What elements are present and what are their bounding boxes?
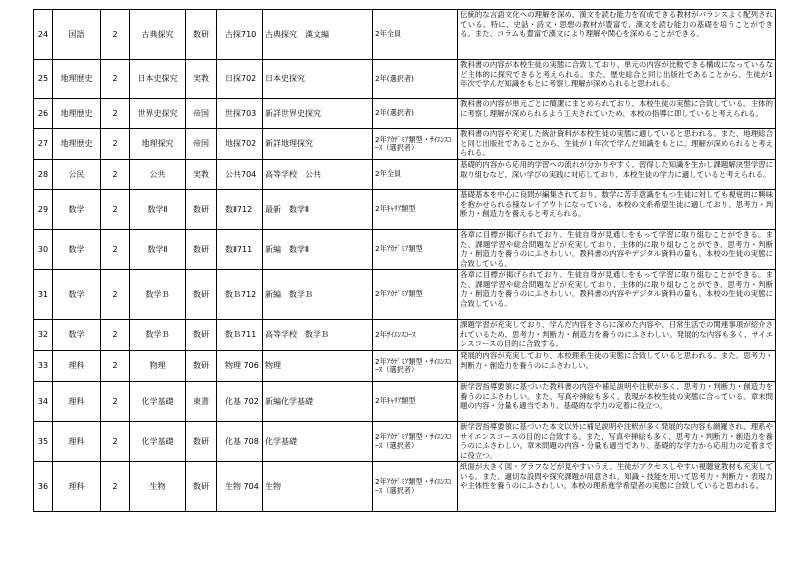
subject-area: 理科 [53, 462, 101, 512]
course-name: 公共 [130, 160, 186, 190]
target-classes: 2年ｻｲｴﾝｽｺｰｽ [373, 320, 458, 351]
table-row [34, 10, 776, 60]
course-name: 数学Ⅱ [130, 230, 186, 270]
textbook-code: 数Ｂ711 [217, 320, 263, 351]
subject-area: 数学 [53, 230, 101, 270]
textbook-code: 化基 702 [217, 382, 263, 422]
course-name: 世界史探究 [130, 99, 186, 129]
publisher: 実教 [186, 160, 217, 190]
publisher: 数研 [186, 190, 217, 230]
course-name: 数学Ｂ [130, 270, 186, 320]
textbook-title: 新詳地理探究 [263, 129, 373, 160]
textbook-code: 公共704 [217, 160, 263, 190]
textbook-code: 化基 708 [217, 422, 263, 462]
table-row [34, 60, 776, 99]
credits: 2 [101, 382, 130, 422]
credits: 2 [101, 270, 130, 320]
credits: 2 [101, 160, 130, 190]
textbook-code: 世探703 [217, 99, 263, 129]
publisher: 数研 [186, 230, 217, 270]
course-name: 物理 [130, 351, 186, 382]
publisher: 数研 [186, 422, 217, 462]
credits: 2 [101, 10, 130, 60]
textbook-code: 日探702 [217, 60, 263, 99]
selection-reason: 新学習指導要領に基づいた教科書の内容や補足説明や注釈が多く、思考力・判断力・創造力を養うのにふさわしい。また、写真や挿絵も多く、表現が本校生徒の実態に合っている。章末問題の内容・分量も適当であり、基礎的な学力の定着に役立つ。 [458, 382, 776, 422]
selection-reason: 教科書の内容や充実した統計資料が本校生徒の実態に適していると思われる。また、地理総合と同じ出版社であることから、生徒が１年次で学んだ知識をもとに、理解が深められると考えられる。 [458, 129, 776, 160]
table-row [34, 160, 776, 190]
subject-area: 数学 [53, 320, 101, 351]
textbook-code: 数Ⅱ711 [217, 230, 263, 270]
table-row [34, 129, 776, 160]
target-classes: 2年ｷｬﾘｱ類型 [373, 190, 458, 230]
textbook-title: 新編 数学Ｂ [263, 270, 373, 320]
row-number: 29 [34, 190, 53, 230]
textbook-title: 最新 数学Ⅱ [263, 190, 373, 230]
target-classes: 2年ｱｶﾃﾞﾐｱ類型 [373, 270, 458, 320]
target-classes: 2年(選択者) [373, 99, 458, 129]
target-classes: 2年ｷｬﾘｱ類型 [373, 382, 458, 422]
course-name: 日本史探究 [130, 60, 186, 99]
course-name: 数学Ⅱ [130, 190, 186, 230]
textbook-selection-table [33, 9, 776, 512]
publisher: 実教 [186, 60, 217, 99]
course-name: 地理探究 [130, 129, 186, 160]
textbook-code: 数Ⅱ712 [217, 190, 263, 230]
selection-reason: 教科書の内容が本校生徒の実態に合致しており、単元の内容が比較できる構成になっているなど主体的に探究できると考えられる。また、歴史総合と同じ出版社であることから、生徒が1年次で学んだ知識をもとに考察し理解が深められると思われる。 [458, 60, 776, 99]
credits: 2 [101, 129, 130, 160]
credits: 2 [101, 320, 130, 351]
textbook-code: 数Ｂ712 [217, 270, 263, 320]
row-number: 27 [34, 129, 53, 160]
textbook-title: 新編 数学Ⅱ [263, 230, 373, 270]
subject-area: 地理歴史 [53, 99, 101, 129]
target-classes: 2年(選択者) [373, 60, 458, 99]
table-row [34, 99, 776, 129]
credits: 2 [101, 351, 130, 382]
table-row [34, 351, 776, 382]
row-number: 36 [34, 462, 53, 512]
selection-reason: 伝統的な言語文化への理解を深め、漢文を読む能力を育成できる教材がバランスよく配列されている。特に、史話・詩文・思想の教材が豊富で、漢文を読む能力の基礎を培うことができる。また、コラムも豊富で漢文により理解や関心を深めることができる。 [458, 10, 776, 60]
textbook-code: 生物 704 [217, 462, 263, 512]
publisher: 帝国 [186, 99, 217, 129]
subject-area: 数学 [53, 270, 101, 320]
row-number: 25 [34, 60, 53, 99]
target-classes: 2年全員 [373, 160, 458, 190]
table-row [34, 190, 776, 230]
publisher: 数研 [186, 351, 217, 382]
row-number: 33 [34, 351, 53, 382]
textbook-title: 新編化学基礎 [263, 382, 373, 422]
target-classes: 2年ｱｶﾃﾞﾐｱ類型・ｻｲｴﾝｽｺｰｽ（選択者） [373, 422, 458, 462]
textbook-code: 地探702 [217, 129, 263, 160]
textbook-title: 物理 [263, 351, 373, 382]
course-name: 化学基礎 [130, 382, 186, 422]
row-number: 34 [34, 382, 53, 422]
publisher: 数研 [186, 10, 217, 60]
target-classes: 2年ｱｶﾃﾞﾐｱ類型 [373, 230, 458, 270]
table-row [34, 230, 776, 270]
credits: 2 [101, 422, 130, 462]
subject-area: 理科 [53, 351, 101, 382]
selection-reason: 基礎的内容から応用的学習への流れが分かりやすく、習得した知識を生かし課題解決型学習に取り組むなど、深い学びの実践に対応しており、本校生徒の学力に適していると考えられる。 [458, 160, 776, 190]
textbook-title: 高等学校 数学Ｂ [263, 320, 373, 351]
selection-reason: 基礎基本を中心に良問が編集されており、数学に苦手意識をもつ生徒に対しても視覚的に興味を抱かせられる様なレイアウトになっている。本校の文系希望生徒に適しており、思考力・判断力・創造力を養えると考えられる。 [458, 190, 776, 230]
row-number: 24 [34, 10, 53, 60]
selection-reason: 紙面が大きく図・グラフなどが見やすいうえ、生徒がアクセスしやすい視聴覚教材も充実している。また、適切な設問や探究課題が用意され、知識・技能を用いて思考力・判断力・表現力や主体性を養うのにふさわしい。本校の理系進学希望者の実態に合致していると思われる。 [458, 462, 776, 512]
selection-reason: 新学習指導要領に基づいた本文以外に補足説明や注釈が多く発展的な内容も網羅され、理系やサイエンスコースの目的に合致する。また、写真や挿絵も多く、思考力・判断力・創造力を養うのにふさわしい。章末問題の内容・分量も適当であり、基礎的な学力から応用力の定着までに役立つ。 [458, 422, 776, 462]
textbook-title: 古典探究 漢文編 [263, 10, 373, 60]
row-number: 26 [34, 99, 53, 129]
textbook-title: 新詳世界史探究 [263, 99, 373, 129]
row-number: 30 [34, 230, 53, 270]
publisher: 東書 [186, 382, 217, 422]
course-name: 数学Ｂ [130, 320, 186, 351]
subject-area: 理科 [53, 382, 101, 422]
credits: 2 [101, 462, 130, 512]
selection-reason: 各章に目標が掲げられており、生徒自身が見通しをもって学習に取り組むことができる。また、課題学習や総合問題などが充実しており、主体的に取り組むことができ、思考力・判断力・創造力を養うのにふさわしい。教科書の内容やデジタル資料の量も、本校の生徒の実態に合致している。 [458, 270, 776, 320]
credits: 2 [101, 230, 130, 270]
credits: 2 [101, 190, 130, 230]
table-row [34, 422, 776, 462]
credits: 2 [101, 99, 130, 129]
textbook-title: 生物 [263, 462, 373, 512]
table-row [34, 462, 776, 512]
row-number: 32 [34, 320, 53, 351]
publisher: 数研 [186, 320, 217, 351]
row-number: 31 [34, 270, 53, 320]
subject-area: 国語 [53, 10, 101, 60]
subject-area: 理科 [53, 422, 101, 462]
textbook-title: 化学基礎 [263, 422, 373, 462]
table-row [34, 320, 776, 351]
selection-reason: 課題学習が充実しており、学んだ内容をさらに深めた内容や、日常生活での関連事項が紹介されているため、思考力・判断力・創造力を養うのにふさわしい。発展的な内容も多く、サイエンスコースの目的に合致する。 [458, 320, 776, 351]
course-name: 古典探究 [130, 10, 186, 60]
textbook-title: 日本史探究 [263, 60, 373, 99]
subject-area: 地理歴史 [53, 60, 101, 99]
table-row [34, 270, 776, 320]
subject-area: 公民 [53, 160, 101, 190]
target-classes: 2年全員 [373, 10, 458, 60]
table-row [34, 382, 776, 422]
textbook-title: 高等学校 公共 [263, 160, 373, 190]
target-classes: 2年ｱｶﾃﾞﾐｱ類型・ｻｲｴﾝｽｺｰｽ（選択者） [373, 351, 458, 382]
subject-area: 数学 [53, 190, 101, 230]
selection-reason: 発展的内容が充実しており、本校理系生徒の実態に合致していると思われる。また、思考力・判断力・創造力を養うのにふさわしい。 [458, 351, 776, 382]
selection-reason: 各章に目標が掲げられており、生徒自身が見通しをもって学習に取り組むことができる。また、課題学習や総合問題などが充実しており、主体的に取り組むことができ、思考力・判断力・創造力を養うのにふさわしい。教科書の内容やデジタル資料の量も、本校の生徒の実態に合致している。 [458, 230, 776, 270]
publisher: 帝国 [186, 129, 217, 160]
course-name: 生物 [130, 462, 186, 512]
target-classes: 2年ｱｶﾃﾞﾐｱ類型・ｻｲｴﾝｽｺｰｽ（選択者） [373, 129, 458, 160]
course-name: 化学基礎 [130, 422, 186, 462]
row-number: 28 [34, 160, 53, 190]
publisher: 数研 [186, 270, 217, 320]
selection-reason: 教科書の内容が単元ごとに簡潔にまとめられており、本校生徒の実態に合致している。主体的に考察し理解が深められるよう工夫されていため、本校の指導に即していると考えられる。 [458, 99, 776, 129]
textbook-code: 物理 706 [217, 351, 263, 382]
publisher: 数研 [186, 462, 217, 512]
row-number: 35 [34, 422, 53, 462]
textbook-code: 古探710 [217, 10, 263, 60]
target-classes: 2年ｱｶﾃﾞﾐｱ類型・ｻｲｴﾝｽｺｰｽ（選択者） [373, 462, 458, 512]
credits: 2 [101, 60, 130, 99]
subject-area: 地理歴史 [53, 129, 101, 160]
